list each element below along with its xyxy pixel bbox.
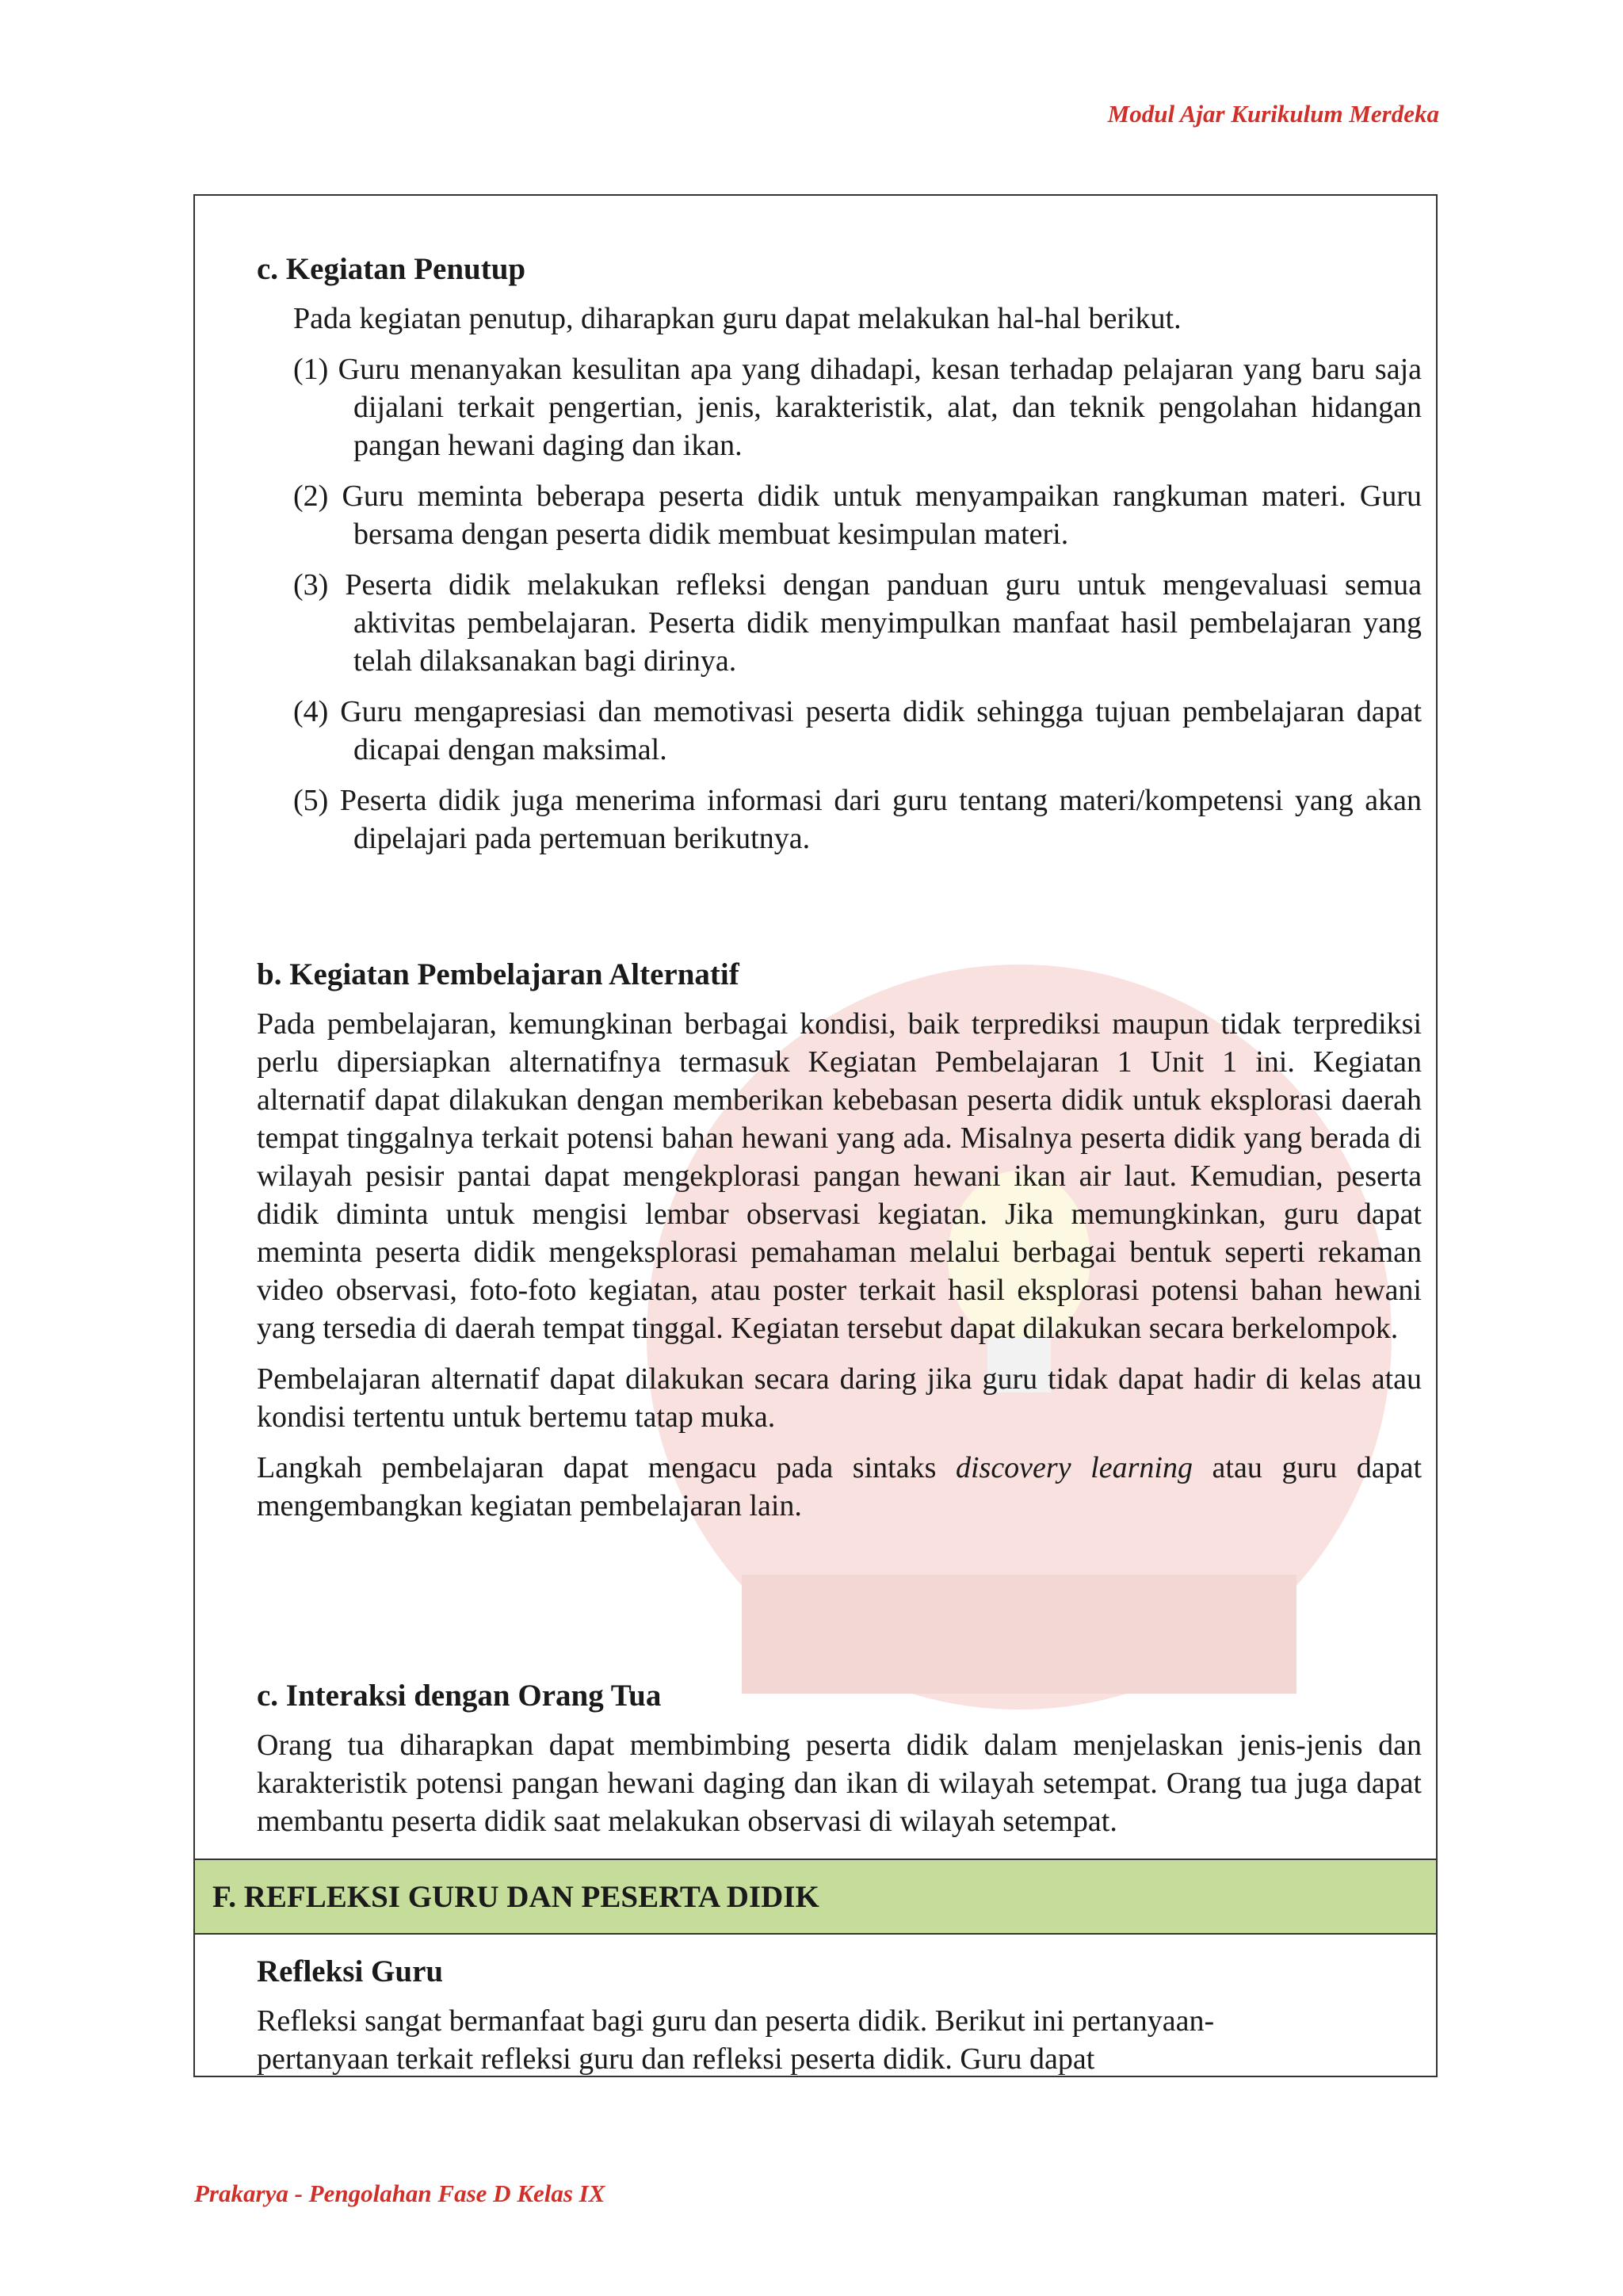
list-item: (3) Peserta didik melakukan refleksi dengan panduan guru untuk mengevaluasi semua aktivitas pembelajaran. Peserta didik menyimpulkan manfaat hasil pembelajaran yang telah dilaksanakan bagi dirinya. [293, 568, 1422, 678]
p3-text-before: Langkah pembelajaran dapat mengacu pada sintaks [257, 1451, 956, 1484]
list-item: (4) Guru mengapresiasi dan memotivasi peserta didik sehingga tujuan pembelajaran dapat dicapai dengan maksimal. [293, 695, 1422, 766]
penutup-intro: Pada kegiatan penutup, diharapkan guru dapat melakukan hal-hal berikut. [293, 302, 1182, 335]
p3-text-after: atau guru dapat mengembangkan kegiatan pembelajaran lain. [257, 1451, 1423, 1522]
running-footer: Prakarya - Pengolahan Fase D Kelas IX [194, 2179, 605, 2207]
refleksi-line-1: Refleksi sangat bermanfaat bagi guru dan peserta didik. Berikut ini pertanyaan- [257, 2004, 1215, 2038]
list-item: (1) Guru menanyakan kesulitan apa yang dihadapi, kesan terhadap pelajaran yang baru saja dijalani terkait pengertian, jenis, karakteristik, alat, dan teknik pengolahan hidangan pangan hewani daging dan ikan. [293, 353, 1422, 462]
alternatif-paragraph-3 [257, 1449, 1422, 1525]
list-item: (2) Guru meminta beberapa peserta didik untuk menyampaikan rangkuman materi. Guru bersama dengan peserta didik membuat kesimpulan materi. [293, 479, 1422, 551]
section-f-heading: F. REFLEKSI GURU DAN PESERTA DIDIK [212, 1879, 819, 1914]
penutup-list [257, 350, 1422, 858]
alternatif-paragraph-2: Pembelajaran alternatif dapat dilakukan secara daring jika guru tidak dapat hadir di kelas atau kondisi tertentu untuk bertemu tatap muka. [257, 1362, 1422, 1434]
alternatif-paragraph-1: Pada pembelajaran, kemungkinan berbagai kondisi, baik terprediksi maupun tidak terprediksi perlu dipersiapkan alternatifnya termasuk Kegiatan Pembelajaran 1 Unit 1 ini. Kegiatan alternatif dapat dilakukan dengan memberikan kebebasan peserta didik untuk eksplorasi daerah tempat tinggalnya terkait potensi bahan hewani yang ada. Misalnya peserta didik yang berada di wilayah pesisir pantai dapat mengekplorasi pangan hewani ikan air laut. Kemudian, peserta didik diminta untuk mengisi lembar observasi kegiatan. Jika memungkinkan, guru dapat meminta peserta didik mengeksplorasi pemahaman melalui berbagai bentuk seperti rekaman video observasi, foto-foto kegiatan, atau poster terkait hasil eksplorasi potensi bahan hewani yang tersedia di daerah tempat tinggal. Kegiatan tersebut dapat dilakukan secara berkelompok. [257, 1007, 1422, 1345]
section-interaksi [257, 1678, 1422, 1840]
section-refleksi [257, 1954, 1422, 2078]
content-frame [193, 194, 1438, 2077]
interaksi-paragraph: Orang tua diharapkan dapat membimbing peserta didik dalam menjelaskan jenis-jenis dan karakteristik potensi pangan hewani daging dan ikan di wilayah setempat. Orang tua juga dapat membantu peserta didik saat melakukan observasi di wilayah setempat. [257, 1729, 1422, 1838]
heading-interaksi-orang-tua: c. Interaksi dengan Orang Tua [257, 1679, 662, 1713]
section-alternatif [257, 957, 1422, 1525]
p3-italic-term: discovery learning [955, 1451, 1193, 1484]
heading-kegiatan-penutup: c. Kegiatan Penutup [257, 252, 526, 286]
heading-pembelajaran-alternatif: b. Kegiatan Pembelajaran Alternatif [257, 957, 739, 991]
heading-refleksi-guru: Refleksi Guru [257, 1954, 444, 1988]
section-penutup [257, 251, 1422, 858]
section-f-band [195, 1859, 1436, 1935]
running-header: Modul Ajar Kurikulum Merdeka [1107, 100, 1439, 128]
list-item: (5) Peserta didik juga menerima informasi dari guru tentang materi/kompetensi yang akan dipelajari pada pertemuan berikutnya. [293, 784, 1422, 855]
refleksi-line-2: pertanyaan terkait refleksi guru dan refleksi peserta didik. Guru dapat [257, 2042, 1095, 2076]
